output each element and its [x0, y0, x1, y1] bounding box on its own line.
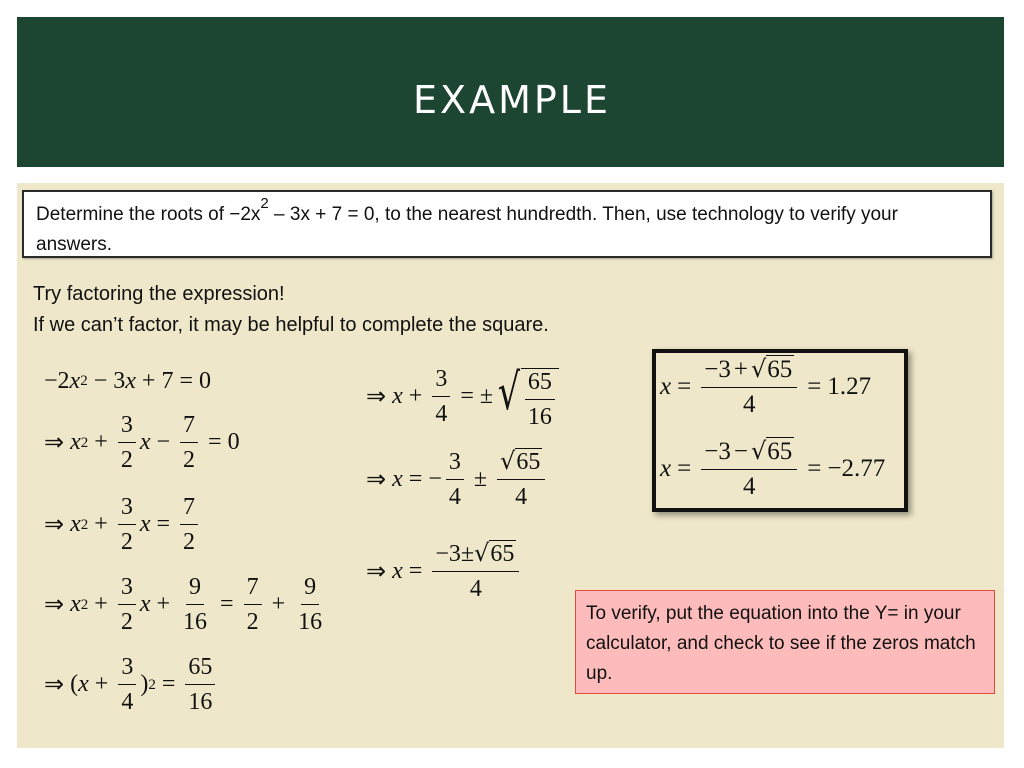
math-token: [185, 654, 215, 715]
math-token: =: [156, 511, 171, 537]
math-token: +: [141, 367, 156, 394]
math-token: =: [807, 455, 822, 482]
math-token: 4: [742, 473, 756, 500]
math-token: 7: [161, 367, 174, 394]
math-token: [180, 574, 210, 635]
math-token: 65: [767, 356, 793, 383]
math-token: [118, 412, 136, 473]
math-token: 0: [227, 429, 240, 455]
math-token: ±: [460, 541, 475, 567]
math-token: [118, 494, 136, 555]
math-token: [521, 368, 559, 430]
math-token: 4: [515, 484, 528, 510]
question-exponent: 2: [260, 195, 269, 212]
math-token: 4: [448, 483, 461, 510]
math-token: x: [660, 373, 672, 400]
math-token: −: [156, 429, 171, 455]
hint-line: Try factoring the expression!: [33, 283, 285, 305]
math-token: 2: [120, 609, 133, 635]
step-4: ⇒ x 2 + $\frac{3}{2}$ x + $\frac{9}{16}$ = $\frac{7}{2}$ + $\frac{9}{16}$: [44, 574, 329, 635]
step-7: [366, 448, 549, 510]
math-token: +: [94, 591, 108, 617]
math-token: x: [78, 671, 89, 697]
math-token: [446, 449, 464, 510]
step-1: −2 x 2 − 3 x + 7 = 0: [44, 367, 211, 394]
math-token: [701, 438, 797, 470]
math-token: ⇒: [44, 672, 65, 698]
question-text-after: – 3x + 7 = 0, to the nearest hundredth. Then, use technology to verify your answers.: [36, 204, 898, 255]
math-token: 65: [516, 449, 541, 475]
math-token: 3: [432, 366, 450, 397]
math-token: ⇒: [366, 383, 387, 410]
math-token: −3: [704, 438, 731, 465]
hint-line: If we can’t factor, it may be helpful to complete the square.: [33, 314, 549, 336]
math-token: [180, 412, 198, 473]
math-token: ): [140, 671, 149, 697]
step-6: [366, 362, 559, 430]
math-token: ⇒: [44, 592, 65, 618]
math-token: [118, 574, 136, 635]
math-token: +: [733, 356, 748, 383]
math-token: [701, 438, 797, 500]
math-token: ⇒: [44, 512, 65, 538]
math-token: 9: [186, 574, 204, 605]
math-token: +: [94, 511, 108, 537]
math-token: [525, 369, 555, 430]
math-token: [118, 654, 136, 715]
math-token: 3: [118, 654, 136, 685]
step-3: ⇒ x 2 + $\frac{3}{2}$ x = $\frac{7}{2}$: [44, 494, 202, 555]
math-token: ±: [473, 465, 488, 492]
question-box: [22, 190, 992, 258]
math-token: x: [139, 591, 151, 617]
math-token: [497, 448, 545, 510]
math-token: [180, 494, 198, 555]
math-token: [497, 448, 545, 480]
math-token: [432, 366, 450, 427]
math-token: √: [497, 363, 521, 421]
math-token: =: [408, 557, 423, 584]
math-token: 16: [183, 609, 208, 635]
math-token: ⇒: [366, 466, 387, 493]
answer-2: [660, 438, 885, 500]
math-token: 7: [180, 412, 198, 443]
math-token: x: [69, 367, 81, 394]
math-token: 4: [469, 576, 482, 602]
math-token: [701, 356, 797, 388]
math-token: 2: [120, 529, 133, 555]
math-token: x: [70, 511, 81, 537]
math-token: √: [750, 355, 767, 383]
math-token: 16: [188, 689, 213, 715]
math-token: [432, 540, 519, 572]
math-token: 7: [244, 574, 262, 605]
answer-1: [660, 356, 871, 418]
math-token: 2: [183, 529, 196, 555]
math-token: 4: [435, 400, 448, 427]
math-token: [244, 574, 262, 635]
step-5: ⇒ ( x + $\frac{3}{4}$ ) 2 = $\frac{65}{16}$: [44, 654, 219, 715]
math-token: =: [179, 367, 193, 394]
math-token: 2: [246, 609, 259, 635]
math-token: √: [474, 539, 490, 567]
math-token: x: [70, 429, 81, 455]
math-token: −: [733, 438, 748, 465]
math-token: 3: [118, 574, 136, 605]
math-token: 65: [525, 369, 555, 400]
math-token: −2: [44, 367, 70, 394]
math-token: 65: [185, 654, 215, 685]
math-token: [701, 356, 797, 418]
math-token: 4: [742, 391, 756, 418]
math-token: −: [93, 367, 108, 394]
math-token: x: [660, 455, 672, 482]
math-token: x: [392, 465, 403, 492]
math-token: =: [408, 465, 423, 492]
math-token: 3: [446, 449, 464, 480]
math-token: x: [125, 367, 136, 394]
slide-title: EXAMPLE: [413, 78, 611, 122]
math-token: x: [392, 382, 403, 409]
math-token: −3: [435, 541, 461, 567]
math-token: 16: [527, 404, 552, 430]
math-token: x: [139, 511, 151, 537]
math-token: √: [750, 437, 767, 465]
step-8: [366, 540, 523, 602]
math-token: =: [677, 373, 692, 400]
math-token: 0: [199, 367, 211, 394]
math-token: 3: [118, 412, 136, 443]
question-text-before: Determine the roots of −2x: [36, 204, 261, 225]
math-token: +: [156, 591, 171, 617]
math-token: (: [70, 671, 79, 697]
math-token: 3: [118, 494, 136, 525]
math-token: ⇒: [44, 430, 65, 456]
math-token: +: [271, 591, 286, 617]
math-token: 2: [183, 447, 196, 473]
math-token: −2.77: [827, 455, 886, 482]
math-token: ±: [479, 382, 494, 409]
math-token: 65: [490, 541, 515, 567]
math-token: +: [408, 382, 423, 409]
math-token: +: [94, 429, 108, 455]
math-token: 65: [767, 438, 793, 465]
math-token: 2: [120, 447, 133, 473]
math-token: √: [500, 447, 516, 475]
math-token: −3: [704, 356, 731, 383]
step-2: ⇒ x 2 + $\frac{3}{2}$ x − $\frac{7}{2}$ = 0: [44, 412, 240, 473]
math-token: [493, 362, 559, 430]
math-token: x: [70, 591, 81, 617]
math-token: [432, 540, 519, 602]
verify-note: To verify, put the equation into the Y= in your calculator, and check to see if the zeros match up.: [575, 590, 995, 694]
math-token: 4: [121, 689, 134, 715]
math-token: 1.27: [827, 373, 872, 400]
math-token: [295, 574, 325, 635]
math-token: =: [161, 671, 176, 697]
math-token: 16: [298, 609, 323, 635]
math-token: =: [220, 591, 234, 617]
math-token: x: [139, 429, 151, 455]
math-token: +: [94, 671, 109, 697]
math-token: 9: [301, 574, 319, 605]
math-token: =: [807, 373, 822, 400]
hints: [33, 279, 549, 341]
math-token: −: [428, 465, 442, 492]
math-token: ⇒: [366, 558, 387, 585]
math-token: =: [208, 429, 222, 455]
math-token: =: [460, 382, 474, 409]
math-token: 7: [180, 494, 198, 525]
math-token: =: [677, 455, 692, 482]
math-token: x: [392, 557, 403, 584]
math-token: 3: [113, 367, 126, 394]
